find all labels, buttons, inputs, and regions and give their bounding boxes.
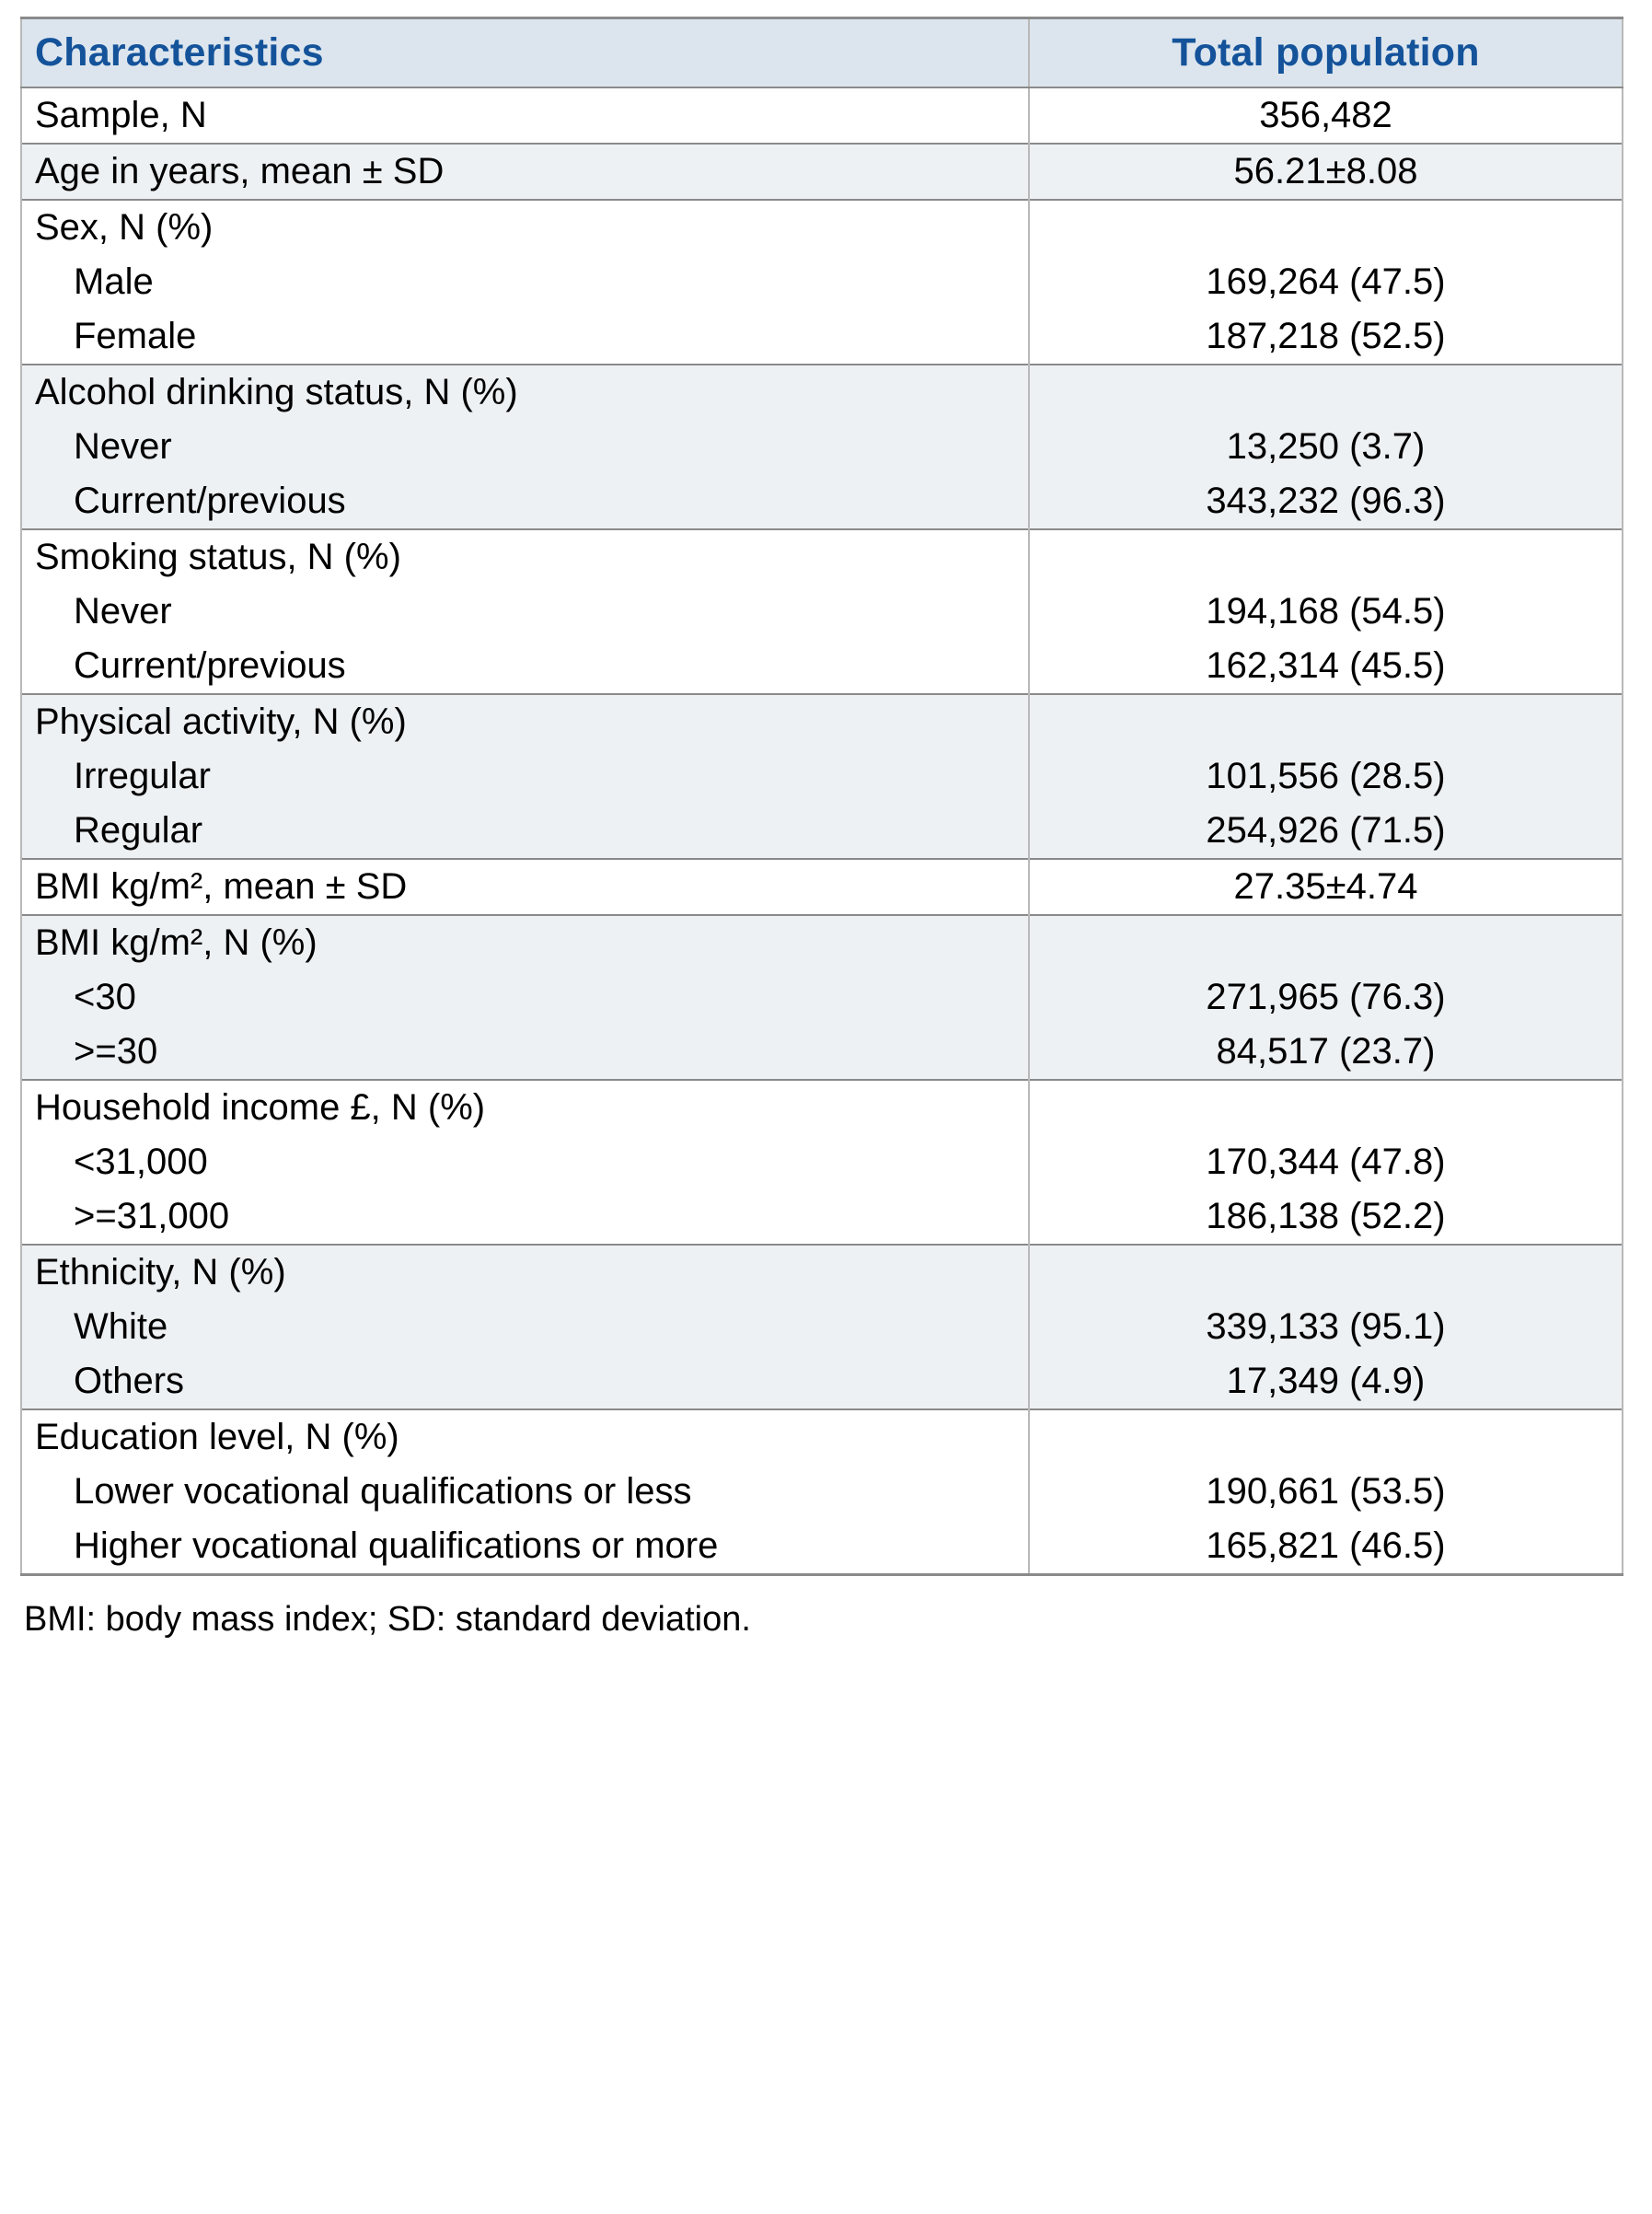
table-row <box>21 749 1623 804</box>
table-row <box>21 365 1623 420</box>
column-header-characteristics: Characteristics <box>21 18 1029 88</box>
table-row <box>21 420 1623 474</box>
table-footnote: BMI: body mass index; SD: standard deviation. <box>24 1600 751 1639</box>
row-label: Smoking status, N (%) <box>21 529 1029 585</box>
row-value: 56.21±8.08 <box>1029 144 1623 200</box>
row-label: Education level, N (%) <box>21 1409 1029 1465</box>
row-value <box>1029 915 1623 970</box>
table-row <box>21 585 1623 639</box>
table-row <box>21 200 1623 255</box>
table-row <box>21 1135 1623 1189</box>
row-value: 101,556 (28.5) <box>1029 749 1623 804</box>
row-label: Sample, N <box>21 87 1029 144</box>
row-value: 271,965 (76.3) <box>1029 970 1623 1025</box>
row-value: 169,264 (47.5) <box>1029 255 1623 309</box>
table-row <box>21 87 1623 144</box>
row-label-text: Current/previous <box>74 645 346 686</box>
row-label-text: Male <box>74 261 154 302</box>
table-row <box>21 915 1623 970</box>
row-value: 165,821 (46.5) <box>1029 1519 1623 1575</box>
row-label-text: Lower vocational qualifications or less <box>74 1471 692 1512</box>
row-label: Household income £, N (%) <box>21 1080 1029 1135</box>
row-label-text: <31,000 <box>74 1142 208 1182</box>
table-row <box>21 1519 1623 1575</box>
row-label <box>21 1300 1029 1354</box>
table-row <box>21 859 1623 915</box>
table-row <box>21 474 1623 529</box>
row-label <box>21 970 1029 1025</box>
table-row <box>21 694 1623 749</box>
table-row <box>21 804 1623 859</box>
row-value: 194,168 (54.5) <box>1029 585 1623 639</box>
row-label <box>21 1135 1029 1189</box>
table-row <box>21 1354 1623 1409</box>
row-value: 27.35±4.74 <box>1029 859 1623 915</box>
row-label: BMI kg/m², mean ± SD <box>21 859 1029 915</box>
row-label: Physical activity, N (%) <box>21 694 1029 749</box>
row-value: 186,138 (52.2) <box>1029 1189 1623 1245</box>
row-label <box>21 309 1029 365</box>
row-label-text: Irregular <box>74 756 211 796</box>
table-row <box>21 1465 1623 1519</box>
table-row <box>21 1025 1623 1080</box>
row-label <box>21 804 1029 859</box>
characteristics-table <box>20 17 1623 1576</box>
table-body <box>21 87 1623 1575</box>
row-value: 170,344 (47.8) <box>1029 1135 1623 1189</box>
row-value: 84,517 (23.7) <box>1029 1025 1623 1080</box>
row-value: 254,926 (71.5) <box>1029 804 1623 859</box>
row-value <box>1029 200 1623 255</box>
row-label-text: White <box>74 1306 168 1347</box>
row-label <box>21 749 1029 804</box>
row-label <box>21 1354 1029 1409</box>
table-row <box>21 639 1623 694</box>
row-label: Age in years, mean ± SD <box>21 144 1029 200</box>
row-label: Ethnicity, N (%) <box>21 1245 1029 1300</box>
row-label: Sex, N (%) <box>21 200 1029 255</box>
row-label-text: <30 <box>74 977 136 1017</box>
table-row <box>21 529 1623 585</box>
row-label <box>21 420 1029 474</box>
row-value: 13,250 (3.7) <box>1029 420 1623 474</box>
table-row <box>21 255 1623 309</box>
row-label <box>21 639 1029 694</box>
row-value: 190,661 (53.5) <box>1029 1465 1623 1519</box>
column-header-total-population: Total population <box>1029 18 1623 88</box>
row-label-text: Never <box>74 426 172 467</box>
row-label: Alcohol drinking status, N (%) <box>21 365 1029 420</box>
table-row <box>21 1080 1623 1135</box>
row-label-text: Higher vocational qualifications or more <box>74 1525 719 1566</box>
row-label <box>21 474 1029 529</box>
row-value <box>1029 365 1623 420</box>
row-value: 339,133 (95.1) <box>1029 1300 1623 1354</box>
row-label <box>21 1519 1029 1575</box>
row-label-text: Female <box>74 316 197 356</box>
row-value: 356,482 <box>1029 87 1623 144</box>
row-label-text: >=30 <box>74 1031 158 1072</box>
row-label <box>21 1465 1029 1519</box>
table-header-row <box>21 18 1623 88</box>
table-row <box>21 144 1623 200</box>
table-row <box>21 1245 1623 1300</box>
row-label <box>21 255 1029 309</box>
table-row <box>21 1409 1623 1465</box>
row-label-text: Never <box>74 591 172 632</box>
table-row <box>21 309 1623 365</box>
row-value <box>1029 529 1623 585</box>
table-row <box>21 1189 1623 1245</box>
row-value <box>1029 1245 1623 1300</box>
row-value: 17,349 (4.9) <box>1029 1354 1623 1409</box>
row-value <box>1029 1409 1623 1465</box>
row-label-text: Others <box>74 1361 185 1401</box>
row-label: BMI kg/m², N (%) <box>21 915 1029 970</box>
row-label-text: >=31,000 <box>74 1196 230 1236</box>
table-row <box>21 970 1623 1025</box>
row-value: 187,218 (52.5) <box>1029 309 1623 365</box>
row-value <box>1029 694 1623 749</box>
row-label-text: Current/previous <box>74 481 346 521</box>
row-label <box>21 1025 1029 1080</box>
table-row <box>21 1300 1623 1354</box>
row-label <box>21 585 1029 639</box>
row-value <box>1029 1080 1623 1135</box>
row-value: 162,314 (45.5) <box>1029 639 1623 694</box>
table-header <box>21 18 1623 88</box>
row-value: 343,232 (96.3) <box>1029 474 1623 529</box>
row-label <box>21 1189 1029 1245</box>
row-label-text: Regular <box>74 810 203 851</box>
